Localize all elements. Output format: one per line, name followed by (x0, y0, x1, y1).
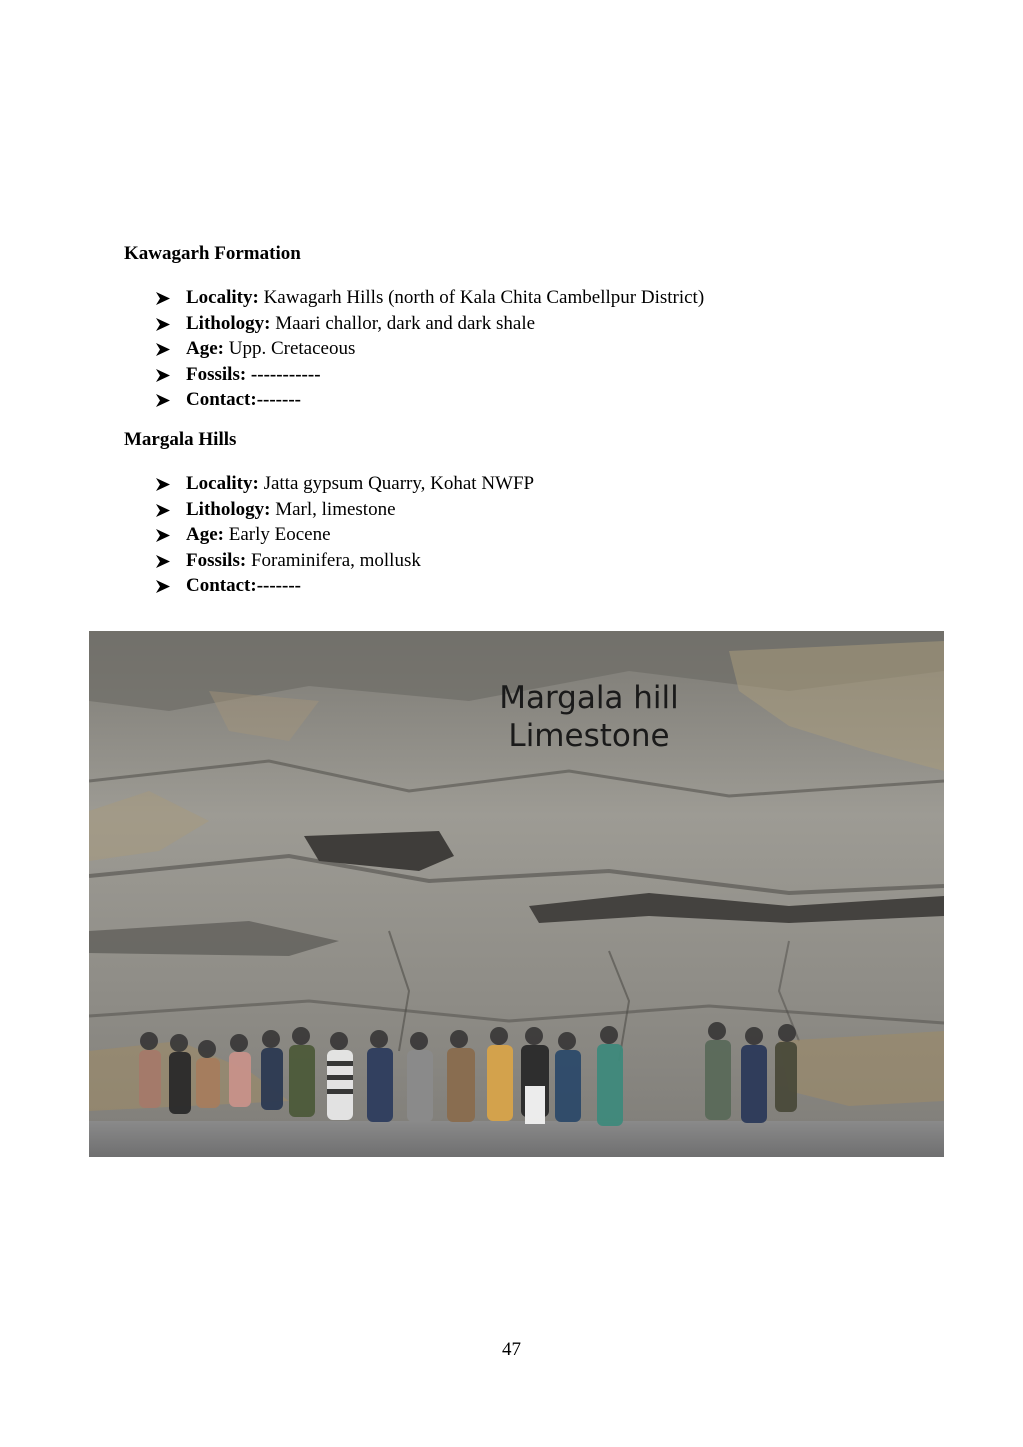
item-key: Age: (186, 524, 224, 546)
section-heading-kawagarh: Kawagarh Formation (124, 243, 301, 264)
item-text (186, 336, 355, 362)
item-key: Locality: (186, 287, 259, 308)
item-text (186, 311, 535, 337)
item-value: Jatta gypsum Quarry, Kohat NWFP (258, 473, 535, 494)
item-text (186, 497, 396, 523)
item-text (186, 285, 704, 311)
item-key: Fossils: (186, 549, 247, 571)
arrow-bullet-icon (156, 285, 172, 311)
item-text (186, 573, 301, 599)
item-value: Early Eocene (223, 524, 331, 546)
item-value: Upp. Cretaceous (223, 338, 356, 360)
arrow-bullet-icon (156, 387, 172, 413)
item-key: Contact:------- (186, 389, 301, 411)
photo-caption-line: Margala hill (499, 680, 679, 716)
item-value: Foraminifera, mollusk (246, 549, 421, 571)
arrow-bullet-icon (156, 548, 172, 574)
arrow-bullet-icon (156, 311, 172, 337)
arrow-bullet-icon (156, 471, 172, 497)
item-text (186, 471, 534, 497)
item-key: Lithology: (186, 498, 271, 520)
arrow-bullet-icon (156, 522, 172, 548)
item-value: Maari challor, dark and dark shale (270, 312, 536, 334)
arrow-bullet-icon (156, 362, 172, 388)
item-value: Marl, limestone (270, 498, 396, 520)
item-key: Contact:------- (186, 575, 301, 597)
photo-caption-line: Limestone (508, 718, 670, 754)
item-text (186, 522, 331, 548)
arrow-bullet-icon (156, 573, 172, 599)
arrow-bullet-icon (156, 497, 172, 523)
item-value: Kawagarh Hills (north of Kala Chita Cambellpur District) (258, 287, 705, 308)
photo-caption (464, 679, 714, 755)
item-text (186, 362, 321, 388)
section-heading-margala: Margala Hills (124, 429, 237, 450)
item-key: Fossils: ----------- (186, 363, 321, 385)
outcrop-photo (89, 631, 944, 1157)
page-number: 47 (502, 1339, 521, 1360)
item-text (186, 387, 301, 413)
item-key: Age: (186, 338, 224, 360)
item-key: Lithology: (186, 312, 271, 334)
item-key: Locality: (186, 473, 259, 494)
arrow-bullet-icon (156, 336, 172, 362)
item-text (186, 548, 421, 574)
